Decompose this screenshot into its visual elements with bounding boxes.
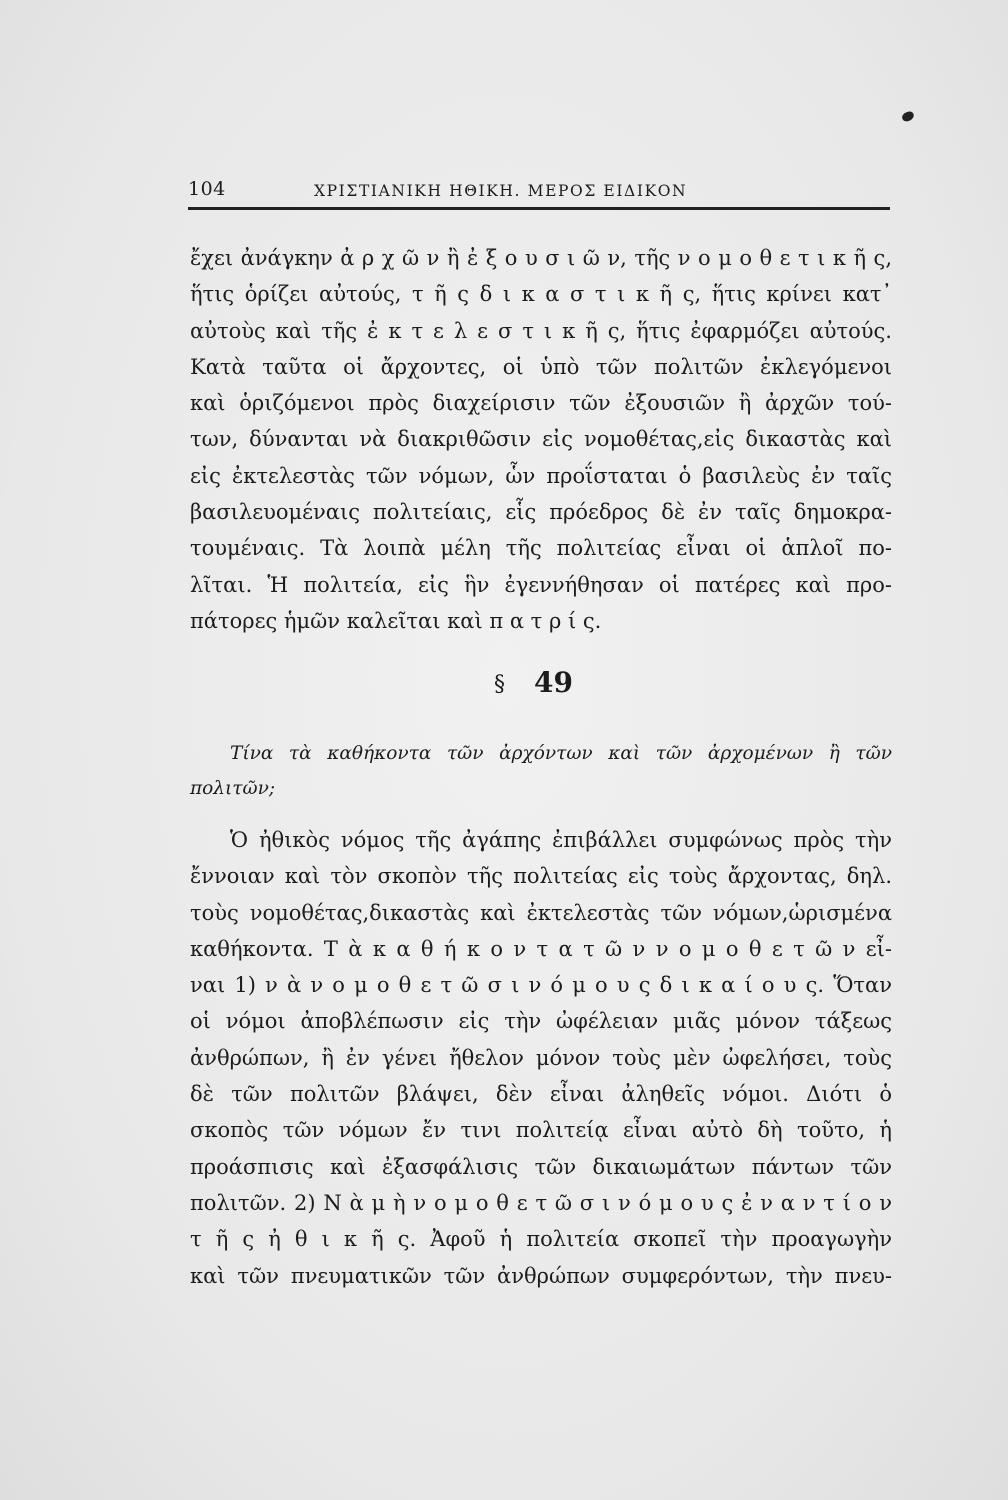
text-line: οἱ νόμοι ἀποβλέπωσιν εἰς τὴν ὠφέλειαν μιᾶς μόνον τάξεως bbox=[190, 1009, 892, 1034]
section-question bbox=[190, 736, 892, 806]
text-line: αὐτοὺς καὶ τῆς ἐ κ τ ε λ ε σ τ ι κ ῆ ς, ἥτις ἐφαρμόζει αὐτούς. bbox=[190, 318, 892, 343]
header-rule bbox=[188, 207, 890, 210]
section-number: 49 bbox=[534, 666, 573, 699]
text-line: εἰς ἐκτελεστὰς τῶν νόμων, ὧν προΐσταται ὁ βασιλεὺς ἐν ταῖς bbox=[190, 463, 892, 488]
text-line: λῖται. Ἡ πολιτεία, εἰς ἣν ἐγεννήθησαν οἱ πατέρες καὶ προ- bbox=[190, 572, 892, 597]
text-line: καὶ τῶν πνευματικῶν τῶν ἀνθρώπων συμφερόντων, τὴν πνευ- bbox=[190, 1263, 892, 1288]
page-number: 104 bbox=[188, 178, 226, 200]
ink-speck bbox=[901, 110, 915, 123]
paragraph-1 bbox=[190, 240, 892, 639]
text-line: των, δύνανται νὰ διακριθῶσιν εἰς νομοθέτας,εἰς δικαστὰς καὶ bbox=[190, 427, 892, 452]
text-line: ναι 1) ν ὰ ν ο μ ο θ ε τ ῶ σ ι ν ό μ ο υ ς δ ι κ α ί ο υ ς. Ὅταν bbox=[190, 973, 892, 998]
text-line: ἔννοιαν καὶ τὸν σκοπὸν τῆς πολιτείας εἰς τοὺς ἄρχοντας, δηλ. bbox=[190, 864, 892, 889]
running-head: ΧΡΙΣΤΙΑΝΙΚΗ ΗΘΙΚΗ. ΜΕΡΟΣ ΕΙΔΙΚΟΝ bbox=[314, 182, 688, 200]
text-line: Κατὰ ταῦτα οἱ ἄρχοντες, οἱ ὑπὸ τῶν πολιτῶν ἐκλεγόμενοι bbox=[190, 354, 892, 379]
text-line: καὶ ὁριζόμενοι πρὸς διαχείρισιν τῶν ἐξουσιῶν ἢ ἀρχῶν τού- bbox=[190, 391, 892, 416]
text-line: βασιλευομέναις πολιτείαις, εἷς πρόεδρος δὲ ἐν ταῖς δημοκρα- bbox=[190, 500, 892, 525]
text-line: ἥτις ὁρίζει αὐτούς, τ ῆ ς δ ι κ α σ τ ι κ ῆ ς, ἥτις κρίνει κατ᾽ bbox=[190, 282, 892, 307]
text-line: σκοπὸς τῶν νόμων ἔν τινι πολιτείᾳ εἶναι αὐτὸ δὴ τοῦτο, ἡ bbox=[190, 1118, 892, 1143]
text-line: προάσπισις καὶ ἐξασφάλισις τῶν δικαιωμάτων πάντων τῶν bbox=[190, 1154, 892, 1179]
text-line: καθήκοντα. Τ ὰ κ α θ ή κ ο ν τ α τ ῶ ν ν ο μ ο θ ε τ ῶ ν εἶ- bbox=[190, 936, 892, 961]
text-line: τοὺς νομοθέτας,δικαστὰς καὶ ἐκτελεστὰς τῶν νόμων,ὡρισμένα bbox=[190, 900, 892, 925]
text-line: πάτορες ἡμῶν καλεῖται καὶ π α τ ρ ί ς. bbox=[190, 608, 602, 633]
text-line: ἀνθρώπων, ἢ ἐν γένει ἤθελον μόνον τοὺς μὲν ὠφελήσει, τοὺς bbox=[190, 1045, 892, 1070]
question-line: Τίνα τὰ καθήκοντα τῶν ἀρχόντων καὶ τῶν ἀρχομένων ἢ τῶν bbox=[230, 743, 892, 764]
section-mark: § bbox=[494, 672, 505, 697]
paragraph-2 bbox=[190, 822, 892, 1294]
text-line: ἔχει ἀνάγκην ἀ ρ χ ῶ ν ἢ ἐ ξ ο υ σ ι ῶ ν, τῆς ν ο μ ο θ ε τ ι κ ῆ ς, bbox=[190, 246, 892, 270]
text-line: δὲ τῶν πολιτῶν βλάψει, δὲν εἶναι ἀληθεῖς νόμοι. Διότι ὁ bbox=[190, 1082, 892, 1107]
text-line: τ ῆ ς ἠ θ ι κ ῆ ς. Ἀφοῦ ἡ πολιτεία σκοπεῖ τὴν προαγωγὴν bbox=[190, 1227, 892, 1252]
text-line: πολιτῶν. 2) Ν ὰ μ ὴ ν ο μ ο θ ε τ ῶ σ ι ν ό μ ο υ ς ἐ ν α ν τ ί ο ν bbox=[190, 1190, 892, 1215]
text-line: τουμέναις. Τὰ λοιπὰ μέλη τῆς πολιτείας εἶναι οἱ ἁπλοῖ πο- bbox=[190, 536, 892, 561]
question-line: πολιτῶν; bbox=[190, 778, 276, 799]
text-line: Ὁ ἠθικὸς νόμος τῆς ἀγάπης ἐπιβάλλει συμφώνως πρὸς τὴν bbox=[230, 828, 892, 852]
page-header bbox=[188, 178, 890, 208]
